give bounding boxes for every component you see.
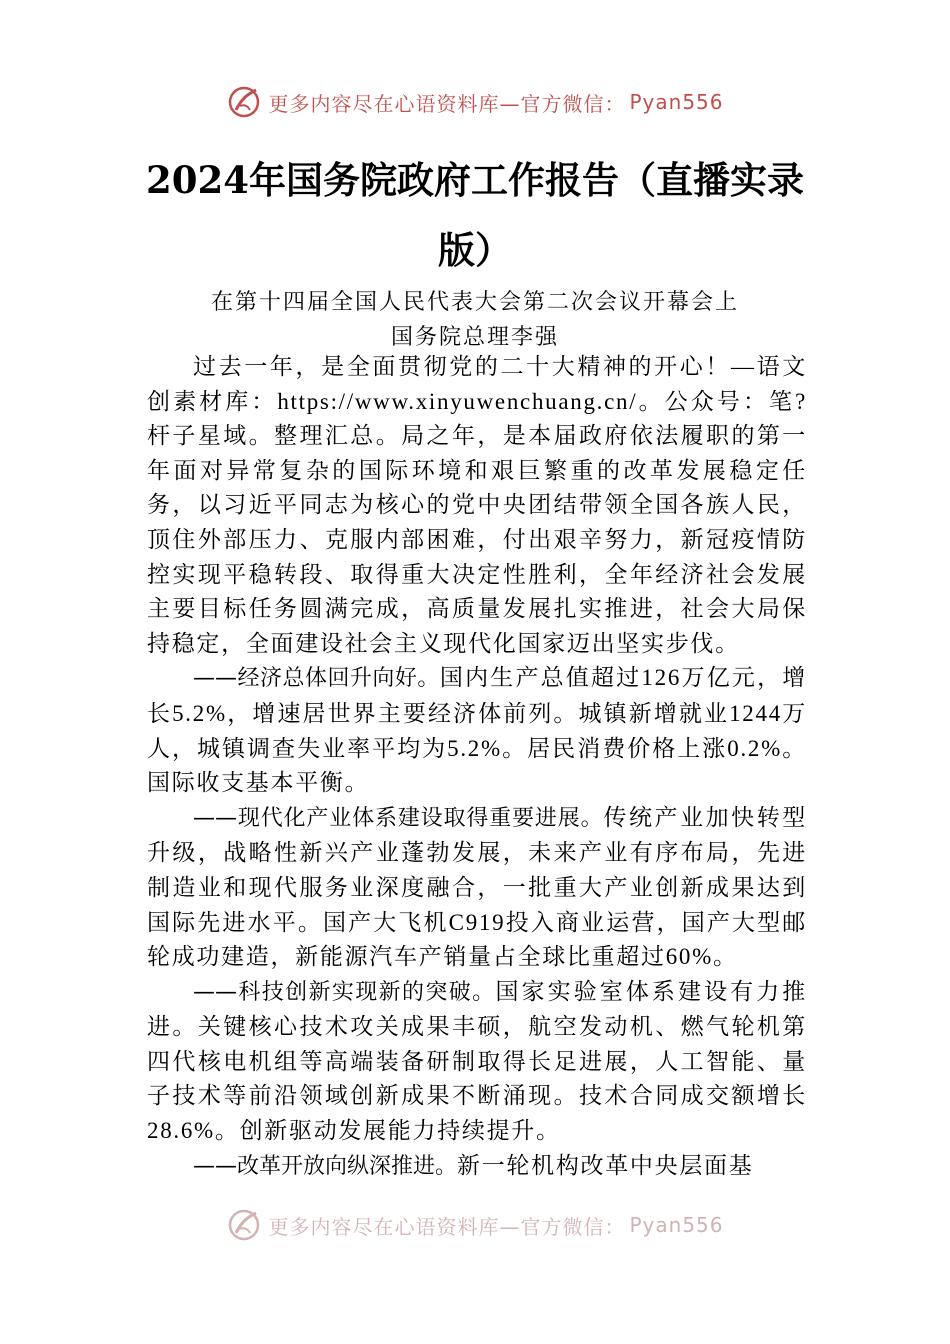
document-body: [147, 350, 807, 1184]
paragraph-industry: [147, 801, 807, 975]
brush-logo-icon: [226, 1207, 262, 1243]
paragraph-intro: [147, 350, 807, 661]
subtitle-venue: 在第十四届全国人民代表大会第二次会议开幕会上: [210, 290, 739, 315]
watermark-footer: [0, 1205, 950, 1245]
watermark-header: [0, 82, 950, 122]
paragraph-text: 传统产业加快转型升级，战略性新兴产业蓬勃发展，未来产业有序布局，先进制造业和现代服务业深度融合，一批重大产业创新成果达到国际先进水平。国产大飞机C919投入商业运营，国产大型邮轮成功建造，新能源汽车产销量占全球比重超过60%。: [147, 804, 807, 970]
paragraph-lead: ——现代化产业体系建设取得重要进展。: [193, 805, 604, 831]
watermark-text: 更多内容尽在心语资料库—官方微信：: [268, 91, 626, 116]
brush-logo-icon: [226, 84, 262, 120]
paragraph-technology: [147, 975, 807, 1149]
watermark-id: Pyan556: [629, 1213, 724, 1237]
paragraph-text: 过去一年，是全面贯彻党的二十大精神的开心！—语文创素材库：https://www.xinyuwenchuang.cn/。公众号：笔?杆子星域。整理汇总。局之年，是本届政府依法履职的第一年面对异常复杂的国际环境和艰巨繁重的改革发展稳定任务，以习近平同志为核心的党中央团结带领全国各族人民，顶住外部压力、克服内部困难，付出艰辛努力，新冠疫情防控实现平稳转段、取得重大决定性胜利，全年经济社会发展主要目标任务圆满完成，高质量发展扎实推进，社会大局保持稳定，全面建设社会主义现代化国家迈出坚实步伐。: [147, 354, 807, 656]
subtitle-speaker: 国务院总理李强: [390, 325, 559, 350]
paragraph-text: 国家实验室体系建设有力推进。关键核心技术攻关成果丰硕，航空发动机、燃气轮机第四代核电机组等高端装备研制取得长足进展，人工智能、量子技术等前沿领域创新成果不断涌现。技术合同成交额增长28.6%。创新驱动发展能力持续提升。: [147, 978, 807, 1144]
paragraph-text: 国内生产总值超过126万亿元，增长5.2%，增速居世界主要经济体前列。城镇新增就业1244万人，城镇调查失业率平均为5.2%。居民消费价格上涨0.2%。国际收支基本平衡。: [147, 665, 807, 796]
paragraph-lead: ——科技创新实现新的突破。: [193, 979, 496, 1005]
document-title-line2: 版）: [438, 228, 512, 272]
paragraph-text: 新一轮机构改革中央层面基: [457, 1152, 754, 1178]
paragraph-reform: [147, 1149, 807, 1185]
watermark-text: 更多内容尽在心语资料库—官方微信：: [268, 1214, 626, 1239]
paragraph-lead: ——改革开放向纵深推进。: [193, 1153, 458, 1179]
document-title-line1: 2024年国务院政府工作报告（直播实录: [146, 158, 804, 202]
paragraph-economy: [147, 661, 807, 800]
paragraph-lead: ——经济总体回升向好。: [193, 666, 440, 692]
watermark-id: Pyan556: [629, 90, 724, 114]
